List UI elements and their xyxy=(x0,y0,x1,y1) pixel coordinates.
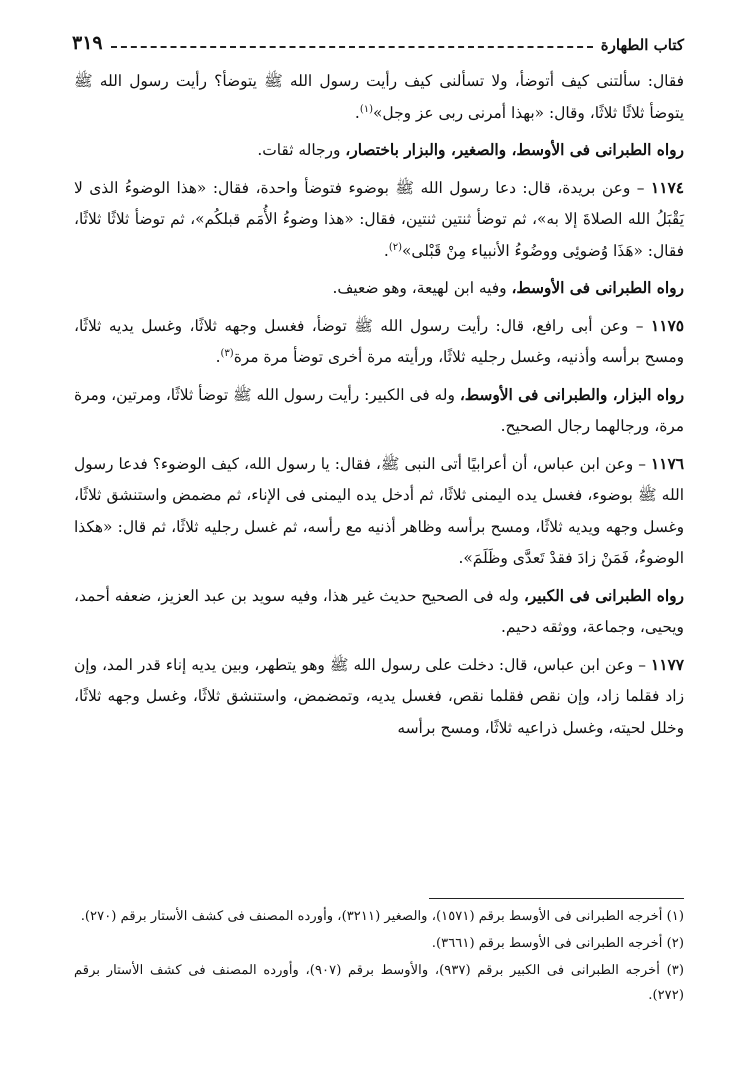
hadith-1175 xyxy=(74,311,684,374)
running-header xyxy=(72,28,684,54)
source-note xyxy=(74,380,684,443)
footnote-marker: (٣) xyxy=(220,347,234,359)
hadith-number: ١١٧٦ xyxy=(650,454,684,473)
chapter-title: كتاب الطهارة xyxy=(600,36,684,54)
paragraph-text: – وعن ابن عباس، أن أعرابيًا أتى النبى ﷺ، فقال: يا رسول الله، كيف الوضوء؟ فدعا رسول الله ﷺ بوضوء، فغسل يده اليمنى ثلاثًا، ثم أدخل يده اليمنى فى الإناء، ثم مضمض واستنشق ثلاثًا، وغسل وجهه ويديه ثلاثًا، ومسح برأسه وظاهر أذنيه مع رأسه، ثم غسل رجليه ثلاثًا، ثم قال: «هكذا الوضوءُ، فَمَنْ زادَ فقدْ تَعدَّى وظَلَمَ». xyxy=(74,454,684,567)
paragraph-end: . xyxy=(215,348,221,366)
source-note xyxy=(74,273,684,305)
footnote-rule xyxy=(429,898,684,899)
hadith-number: ١١٧٥ xyxy=(650,316,684,335)
paragraph-text: – وعن ابن عباس، قال: دخلت على رسول الله ﷺ وهو يتطهر، وبين يديه إناء قدر المد، وإن زاد فقلما زاد، وإن نقص فقلما نقص، فغسل يديه، وتمضمض، واستنشق ثلاثًا، وغسل وجهه ثلاثًا، وخلل لحيته، وغسل ذراعيه ثلاثًا، ومسح برأسه xyxy=(74,655,684,737)
footnote: (١) أخرجه الطبرانى فى الأوسط برقم (١٥٧١)، والصغير (٣٢١١)، وأورده المصنف فى كشف الأستار برقم (٢٧٠). xyxy=(80,909,684,924)
source-rest: وله فى الكبير: رأيت رسول الله ﷺ توضأ ثلاثًا، ومرتين، ومرة مرة، ورجالهما رجال الصحيح. xyxy=(74,385,684,435)
source-rest: ورجاله ثقات. xyxy=(257,141,346,159)
footnote: (٣) أخرجه الطبرانى فى الكبير برقم (٩٣٧)، والأوسط برقم (٩٠٧)، وأورده المصنف فى كشف الأستار برقم (٢٧٢). xyxy=(74,963,684,1003)
paragraph-text: – وعن بريدة، قال: دعا رسول الله ﷺ بوضوء فتوضأ واحدة، فقال: «هذا الوضوءُ الذى لا يَقْبَلُ الله الصلاةَ إلا به»، ثم توضأ ثنتين ثنتين، فقال: «هذا وضوءُ الأُمَم قبلكُم»، ثم توضأ ثلاثًا ثلاثًا، فقال: «هَذَا وُضوئِى ووضُوءُ الأنبياء مِنْ قَبْلى» xyxy=(74,178,684,260)
source-bold: رواه الطبرانى فى الأوسط، xyxy=(511,279,684,297)
source-bold: رواه الطبرانى فى الأوسط، والصغير، والبزار باختصار، xyxy=(345,141,684,159)
hadith-continuation xyxy=(74,66,684,129)
footnote-marker: (٢) xyxy=(388,241,403,253)
hadith-1174 xyxy=(74,173,684,268)
source-note xyxy=(74,581,684,644)
main-text xyxy=(74,66,684,750)
footnote-marker: (١) xyxy=(359,103,374,115)
hadith-number: ١١٧٧ xyxy=(650,655,684,674)
source-note xyxy=(74,135,684,167)
paragraph-text: – وعن أبى رافع، قال: رأيت رسول الله ﷺ توضأ، فغسل وجهه ثلاثًا، وغسل يديه ثلاثًا، ومسح برأسه وأذنيه، وغسل رجليه ثلاثًا، ورأيته مرة أخرى توضأ مرة مرة xyxy=(74,316,684,366)
header-rule xyxy=(111,46,593,48)
source-bold: رواه الطبرانى فى الكبير، xyxy=(523,586,684,605)
source-rest: وفيه ابن لهيعة، وهو ضعيف. xyxy=(332,279,512,297)
footnote-list xyxy=(74,904,684,1010)
page-number: ٣١٩ xyxy=(72,32,103,54)
paragraph-text: فقال: سألتنى كيف أتوضأ، ولا تسألنى كيف رأيت رسول الله ﷺ يتوضأ؟ رأيت رسول الله ﷺ يتوضأ ثلاثًا ثلاثًا، وقال: «بهذا أمرنى ربى عز وجل» xyxy=(74,72,684,122)
source-bold: رواه البزار، والطبرانى فى الأوسط، xyxy=(459,385,685,404)
hadith-number: ١١٧٤ xyxy=(650,178,684,197)
hadith-1177 xyxy=(74,650,684,745)
source-rest: وله فى الصحيح حديث غير هذا، وفيه سويد بن عبد العزيز، ضعفه أحمد، ويحيى، وجماعة، ووثقه دحيم. xyxy=(74,586,684,636)
paragraph-end: . xyxy=(354,103,360,122)
footnote: (٢) أخرجه الطبرانى فى الأوسط برقم (٣٦٦١). xyxy=(431,936,684,951)
paragraph-end: . xyxy=(383,241,389,260)
hadith-1176 xyxy=(74,449,684,575)
